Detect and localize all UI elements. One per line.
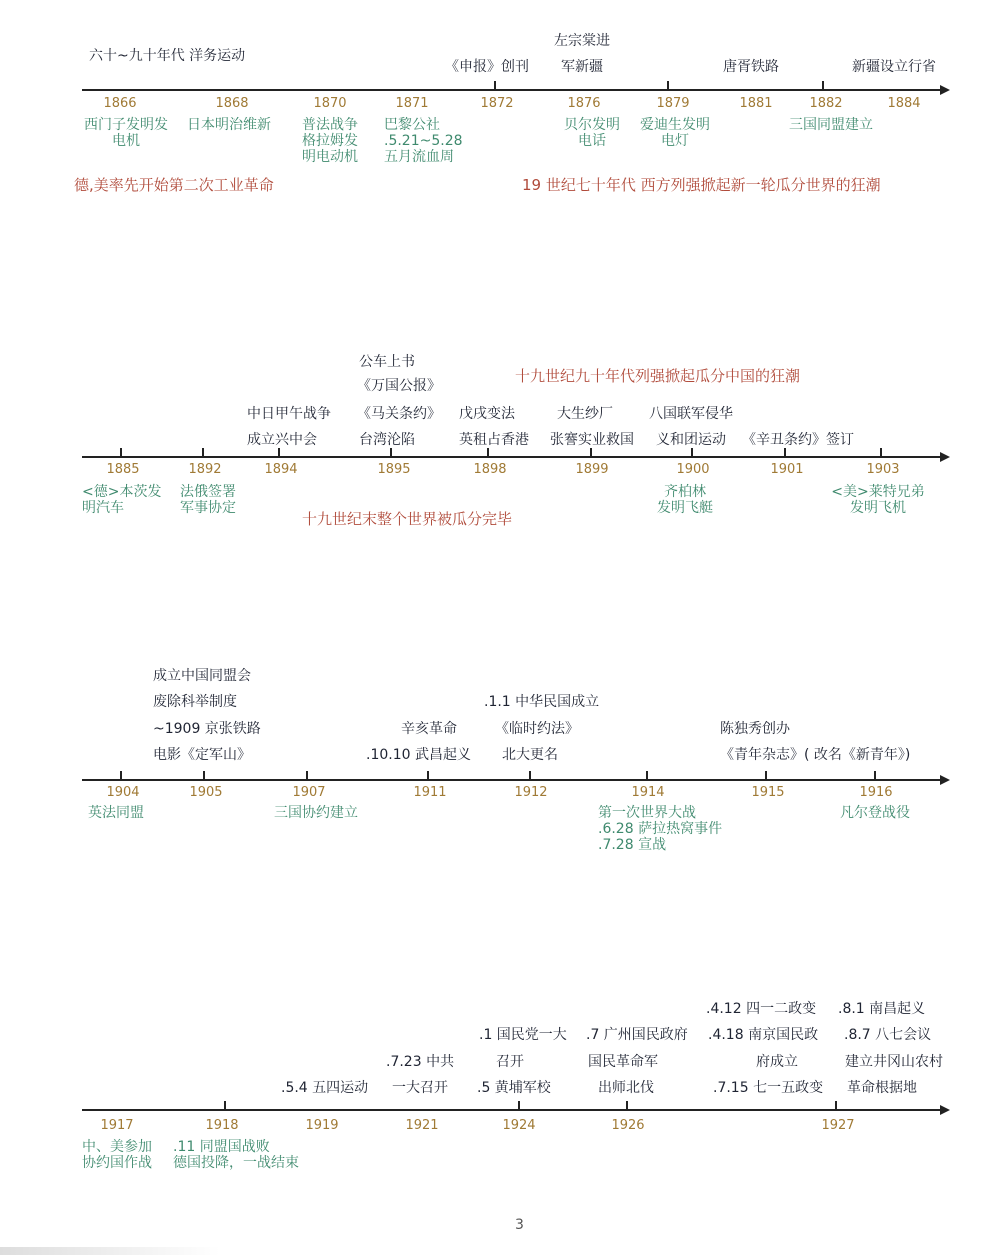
axis-tick bbox=[835, 1101, 837, 1110]
year-label: 1912 bbox=[514, 785, 548, 800]
axis-tick bbox=[306, 771, 308, 780]
year-label: 1868 bbox=[215, 96, 249, 111]
year-label: 1921 bbox=[405, 1118, 439, 1133]
year-label: 1900 bbox=[676, 462, 710, 477]
year-label: 1894 bbox=[264, 462, 298, 477]
year-label: 1903 bbox=[866, 462, 900, 477]
event-label: 府成立 bbox=[756, 1054, 798, 1070]
axis-tick bbox=[120, 448, 122, 457]
event-label: .8.1 南昌起义 bbox=[838, 1001, 926, 1017]
year-label: 1866 bbox=[103, 96, 137, 111]
event-label: 北大更名 bbox=[502, 747, 558, 763]
event-label: 《万国公报》 bbox=[357, 378, 441, 394]
year-label: 1892 bbox=[188, 462, 222, 477]
event-label: .1 国民党一大 bbox=[479, 1027, 567, 1043]
axis-tick bbox=[120, 771, 122, 780]
world-event-label bbox=[384, 117, 463, 165]
event-line: 明电动机 bbox=[302, 149, 358, 165]
event-label: 唐胥铁路 bbox=[723, 59, 779, 75]
event-line: 电机 bbox=[112, 133, 140, 149]
event-label: 左宗棠进 bbox=[554, 33, 610, 49]
event-line: 电话 bbox=[578, 133, 606, 149]
event-line: 西门子发明发 bbox=[84, 117, 168, 133]
year-label: 1916 bbox=[859, 785, 893, 800]
period-note: 十九世纪末整个世界被瓜分完毕 bbox=[302, 510, 513, 528]
year-label: 1907 bbox=[292, 785, 326, 800]
axis-tick bbox=[646, 771, 648, 780]
event-line: 德国投降，一战结束 bbox=[173, 1155, 299, 1171]
event-label: .1.1 中华民国成立 bbox=[484, 694, 600, 710]
world-event-label: 凡尔登战役 bbox=[840, 805, 910, 821]
event-label: 公车上书 bbox=[359, 354, 415, 370]
event-label: .7.23 中共 bbox=[386, 1054, 455, 1070]
event-line: .5.21~5.28 bbox=[384, 133, 463, 149]
year-label: 1870 bbox=[313, 96, 347, 111]
axis-tick bbox=[626, 1101, 628, 1110]
world-event-label bbox=[173, 1139, 299, 1171]
world-event-label bbox=[82, 484, 161, 516]
axis-tick bbox=[427, 771, 429, 780]
event-line: 军事协定 bbox=[180, 500, 236, 516]
event-line: 贝尔发明 bbox=[564, 117, 620, 133]
event-line: 中、美参加 bbox=[82, 1139, 152, 1155]
event-label: 废除科举制度 bbox=[153, 694, 237, 710]
event-line: 五月流血周 bbox=[384, 149, 454, 165]
event-label: 《申报》创刊 bbox=[445, 59, 529, 75]
event-label: .8.7 八七会议 bbox=[844, 1027, 932, 1043]
event-label: 成立兴中会 bbox=[247, 432, 317, 448]
event-line: 明汽车 bbox=[82, 500, 124, 516]
axis-tick bbox=[529, 771, 531, 780]
world-event-label bbox=[82, 1139, 152, 1171]
event-line: 巴黎公社 bbox=[384, 117, 440, 133]
event-line: 格拉姆发 bbox=[302, 133, 358, 149]
year-label: 1914 bbox=[631, 785, 665, 800]
event-line: 发明飞机 bbox=[850, 500, 906, 516]
event-label: 革命根据地 bbox=[847, 1080, 917, 1096]
event-label: 中日甲午战争 bbox=[247, 406, 331, 422]
year-label: 1905 bbox=[189, 785, 223, 800]
axis-tick bbox=[874, 771, 876, 780]
axis-tick bbox=[691, 448, 693, 457]
event-line: 发明飞艇 bbox=[657, 500, 713, 516]
year-label: 1917 bbox=[100, 1118, 134, 1133]
timeline-axis bbox=[82, 1109, 942, 1111]
event-label: 英租占香港 bbox=[459, 432, 529, 448]
event-label: 六十~九十年代 洋务运动 bbox=[89, 48, 246, 64]
bottom-shadow bbox=[0, 1247, 220, 1255]
event-label: .5.4 五四运动 bbox=[281, 1080, 369, 1096]
event-label: 新疆设立行省 bbox=[852, 59, 936, 75]
year-label: 1899 bbox=[575, 462, 609, 477]
event-label: 《青年杂志》( 改名《新青年》) bbox=[720, 747, 911, 763]
event-label: 《辛丑条约》签订 bbox=[742, 432, 854, 448]
year-label: 1924 bbox=[502, 1118, 536, 1133]
year-label: 1898 bbox=[473, 462, 507, 477]
event-label: 《临时约法》 bbox=[495, 721, 579, 737]
axis-tick bbox=[822, 81, 824, 90]
world-event-label bbox=[636, 117, 714, 149]
year-label: 1911 bbox=[413, 785, 447, 800]
event-line: 第一次世界大战 bbox=[598, 805, 696, 821]
world-event-label bbox=[180, 484, 236, 516]
event-line: 齐柏林 bbox=[664, 484, 706, 500]
year-label: 1904 bbox=[106, 785, 140, 800]
event-line: 爱迪生发明 bbox=[640, 117, 710, 133]
world-event-label: 三国协约建立 bbox=[274, 805, 358, 821]
event-line: 电灯 bbox=[661, 133, 689, 149]
world-event-label bbox=[826, 484, 930, 516]
year-label: 1919 bbox=[305, 1118, 339, 1133]
timeline-axis bbox=[82, 779, 942, 781]
axis-tick bbox=[765, 771, 767, 780]
axis-tick bbox=[390, 448, 392, 457]
axis-tick bbox=[667, 81, 669, 90]
year-label: 1918 bbox=[205, 1118, 239, 1133]
event-label: 《马关条约》 bbox=[357, 406, 441, 422]
world-event-label bbox=[302, 117, 358, 165]
year-label: 1882 bbox=[809, 96, 843, 111]
event-line: 协约国作战 bbox=[82, 1155, 152, 1171]
axis-arrow bbox=[940, 452, 950, 462]
event-label: 张謇实业救国 bbox=[550, 432, 634, 448]
event-label: 军新疆 bbox=[561, 59, 603, 75]
event-label: 戊戌变法 bbox=[459, 406, 515, 422]
event-label: .4.12 四一二政变 bbox=[706, 1001, 817, 1017]
event-label: .7 广州国民政府 bbox=[586, 1027, 688, 1043]
year-label: 1885 bbox=[106, 462, 140, 477]
axis-tick bbox=[590, 448, 592, 457]
event-label: 建立井冈山农村 bbox=[845, 1054, 943, 1070]
period-note: 德,美率先开始第二次工业革命 bbox=[74, 176, 274, 194]
event-line: .6.28 萨拉热窝事件 bbox=[598, 821, 723, 837]
event-label: 电影《定军山》 bbox=[153, 747, 251, 763]
year-label: 1915 bbox=[751, 785, 785, 800]
axis-tick bbox=[278, 448, 280, 457]
year-label: 1926 bbox=[611, 1118, 645, 1133]
event-label: .5 黄埔军校 bbox=[477, 1080, 551, 1096]
axis-tick bbox=[202, 448, 204, 457]
event-label: 义和团运动 bbox=[656, 432, 726, 448]
event-label: 八国联军侵华 bbox=[649, 406, 733, 422]
axis-tick bbox=[224, 1101, 226, 1110]
event-label: 台湾沦陷 bbox=[359, 432, 415, 448]
axis-arrow bbox=[940, 85, 950, 95]
period-note: 十九世纪九十年代列强掀起瓜分中国的狂潮 bbox=[515, 367, 801, 385]
axis-tick bbox=[518, 1101, 520, 1110]
world-event-label bbox=[561, 117, 623, 149]
event-label: ~1909 京张铁路 bbox=[153, 721, 261, 737]
world-event-label: 三国同盟建立 bbox=[789, 117, 873, 133]
timeline-axis bbox=[82, 456, 942, 458]
event-label: 辛亥革命 bbox=[401, 721, 457, 737]
event-label: 一大召开 bbox=[392, 1080, 448, 1096]
event-line: 普法战争 bbox=[302, 117, 358, 133]
event-label: .4.18 南京国民政 bbox=[708, 1027, 819, 1043]
year-label: 1872 bbox=[480, 96, 514, 111]
year-label: 1879 bbox=[656, 96, 690, 111]
axis-arrow bbox=[940, 775, 950, 785]
event-line: 法俄签署 bbox=[180, 484, 236, 500]
event-line: .11 同盟国战败 bbox=[173, 1139, 270, 1155]
event-label: 国民革命军 bbox=[588, 1054, 658, 1070]
year-label: 1895 bbox=[377, 462, 411, 477]
axis-tick bbox=[203, 771, 205, 780]
axis-arrow bbox=[940, 1105, 950, 1115]
year-label: 1901 bbox=[770, 462, 804, 477]
event-label: 召开 bbox=[496, 1054, 524, 1070]
world-event-label bbox=[653, 484, 717, 516]
event-label: 大生纱厂 bbox=[557, 406, 613, 422]
timeline-axis bbox=[82, 89, 942, 91]
year-label: 1876 bbox=[567, 96, 601, 111]
event-line: <美>莱特兄弟 bbox=[831, 484, 925, 500]
event-line: <德>本茨发 bbox=[82, 484, 162, 500]
axis-tick bbox=[494, 81, 496, 90]
event-label: 出师北伐 bbox=[598, 1080, 654, 1096]
year-label: 1881 bbox=[739, 96, 773, 111]
event-label: 成立中国同盟会 bbox=[153, 668, 251, 684]
world-event-label bbox=[80, 117, 172, 149]
world-event-label bbox=[598, 805, 722, 853]
world-event-label: 英法同盟 bbox=[88, 805, 144, 821]
year-label: 1871 bbox=[395, 96, 429, 111]
event-line: .7.28 宣战 bbox=[598, 837, 667, 853]
period-note: 19 世纪七十年代 西方列强掀起新一轮瓜分世界的狂潮 bbox=[522, 176, 881, 194]
page-number: 3 bbox=[515, 1217, 524, 1233]
axis-tick bbox=[880, 448, 882, 457]
axis-tick bbox=[784, 448, 786, 457]
axis-tick bbox=[487, 448, 489, 457]
event-label: 陈独秀创办 bbox=[720, 721, 790, 737]
event-label: .10.10 武昌起义 bbox=[366, 747, 471, 763]
year-label: 1884 bbox=[887, 96, 921, 111]
world-event-label: 日本明治维新 bbox=[187, 117, 271, 133]
event-label: .7.15 七一五政变 bbox=[713, 1080, 824, 1096]
year-label: 1927 bbox=[821, 1118, 855, 1133]
